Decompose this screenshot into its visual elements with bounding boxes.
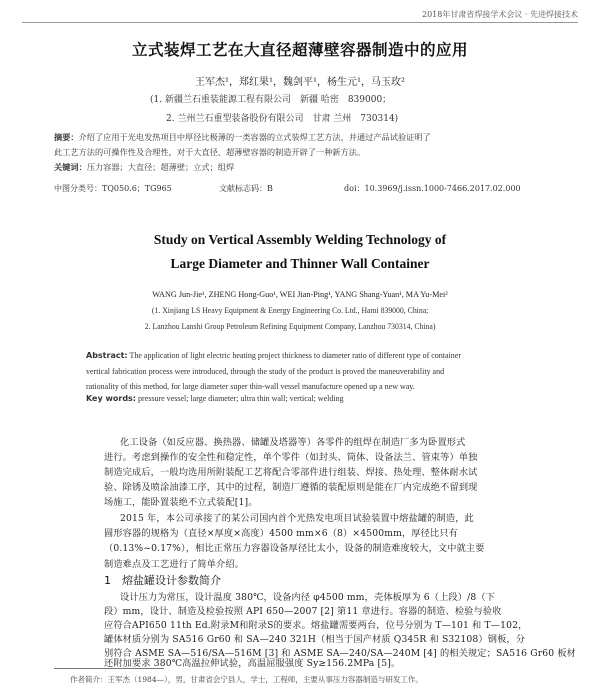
chinese-abstract xyxy=(54,130,552,175)
body-line: 圆形容器的规格为（直径×厚度×高度）4500 mm×6（8）×4500mm，厚径比只有 xyxy=(104,528,458,539)
body-line: 场施工，能卧置装绝不立式装配[1]。 xyxy=(104,497,258,508)
chinese-abstract-line: 介绍了应用于光电发热项目中厚径比极薄的一类容器的立式装焊工艺方法，并通过产品试验证明了 xyxy=(78,132,431,142)
english-title-line-1: Study on Vertical Assembly Welding Technology of xyxy=(153,232,447,247)
body-line: 验、除锈及喷涂油漆工序，其中的过程，制造厂遵循的装配原则是能在厂内完成绝不留到现 xyxy=(104,482,478,493)
english-title-line-2: Large Diameter and Thinner Wall Container xyxy=(170,256,430,271)
body-line: 2015 年，本公司承接了的某公司国内首个光热发电项目试验装置中熔盐罐的制造，此 xyxy=(120,513,474,524)
english-keywords: pressure vessel; large diameter; ultra thin wall; vertical; welding xyxy=(138,394,344,403)
english-abstract-line: The application of light electric heating project thickness to diameter ratio of different type of container xyxy=(129,351,461,360)
english-affiliation-1: (1. Xinjiang LS Heavy Equipment & Energy Engineering Co. Ltd., Hami 839000, China; xyxy=(151,306,429,315)
body-line: 段）mm，设计、制造及检验按照 API 650—2007 [2] 第11 章进行。容器的制造、检验与验收 xyxy=(104,606,502,617)
chinese-affiliation-2: 2. 兰州兰石重型装备股份有限公司 甘肃 兰州 730314) xyxy=(166,114,399,124)
chinese-affiliation-1: (1. 新疆兰石重装能源工程有限公司 新疆 哈密 839000； xyxy=(150,95,392,105)
english-authors: WANG Jun-Jie¹, ZHENG Hong-Guo¹, WEI Jian-Ping¹, YANG Shang-Yuan¹, MA Yu-Mei² xyxy=(152,290,448,299)
running-head: 2018年甘肃省焊接学术会议 · 先进焊接技术 xyxy=(422,10,578,19)
body-line: 应符合API650 11th Ed.附录M和附录S的要求。熔盐罐需要两台，位号分别为 T—101 和 T—102， xyxy=(104,620,528,631)
english-abstract-line: vertical fabrication process were introduced, through the study of the product is proved the maneuverability and xyxy=(86,366,445,376)
section-heading-1: 1 熔盐罐设计参数简介 xyxy=(104,574,221,587)
body-line: 化工设备（如反应器、换热器、储罐及塔器等）各零件的组焊在制造厂多为卧置形式 xyxy=(120,437,466,448)
english-keywords-row xyxy=(86,394,506,403)
body-line: 还附加要求 380℃高温拉伸试验，高温屈服强度 Sy≥156.2MPa [5]。 xyxy=(104,658,401,669)
document-code: 文献标志码：B xyxy=(219,184,273,193)
chinese-abstract-line: 此工艺方法的可操作性及合理性，对于大直径、超薄壁容器的制造开辟了一种新方法。 xyxy=(54,147,366,157)
english-abstract-label: Abstract: xyxy=(86,351,128,360)
body-line: 进行。考虑到操作的安全性和稳定性，单个零件（如封头、筒体、设备法兰、管束等）单独 xyxy=(104,452,478,463)
doi: doi：10.3969/j.issn.1000-7466.2017.02.000 xyxy=(344,184,521,193)
body-line: 制造完成后，一般均选用所附装配工艺将配合零部件进行组装、焊接、热处理、整体耐水试 xyxy=(104,467,478,478)
english-keywords-label: Key words: xyxy=(86,394,137,403)
header-rule xyxy=(22,22,578,23)
chinese-abstract-label: 摘要： xyxy=(54,132,79,142)
body-line: 罐体材质分别为 SA516 Gr60 和 SA—240 321H（相当于国产材质 Q345R 和 S32108）钢板，分 xyxy=(104,634,526,645)
chinese-keywords-label: 关键词： xyxy=(54,162,87,172)
body-line: （0.13%~0.17%），相比正常压力容器设备厚径比太小，设备的制造难度较大，文中就主要 xyxy=(104,543,485,554)
chinese-keywords: 压力容器；大直径；超薄壁；立式；组焊 xyxy=(86,162,235,172)
clc-number: 中图分类号：TQ050.6；TG965 xyxy=(54,184,172,193)
chinese-authors: 王军杰¹，郑红果¹，魏剑平¹，杨生元¹，马玉玫² xyxy=(194,77,406,88)
english-affiliation-2: 2. Lanzhou Lanshi Group Petroleum Refining Equipment Company, Lanzhou 730314, China) xyxy=(144,322,436,331)
body-line: 别符合 ASME SA—516/SA—516M [3] 和 ASME SA—240/SA—240M [4] 的相关规定；SA516 Gr60 板材 xyxy=(104,648,577,659)
chinese-title: 立式装焊工艺在大直径超薄壁容器制造中的应用 xyxy=(131,41,468,59)
author-footnote: 作者简介：王军杰（1984—），男，甘肃省会宁县人，学士，工程师，主要从事压力容器制造与研发工作。 xyxy=(70,675,423,684)
english-abstract-line: rationality of this method, for large diameter super thin-wall vessel manufacture opened up a new way. xyxy=(86,382,415,391)
body-line: 制造难点及工艺进行了简单介绍。 xyxy=(104,559,245,570)
english-abstract xyxy=(86,348,506,395)
footnote-rule xyxy=(54,668,164,669)
body-line: 设计压力为常压，设计温度 380℃，设备内径 φ4500 mm，壳体板厚为 6（上段）/8（下 xyxy=(120,592,496,603)
